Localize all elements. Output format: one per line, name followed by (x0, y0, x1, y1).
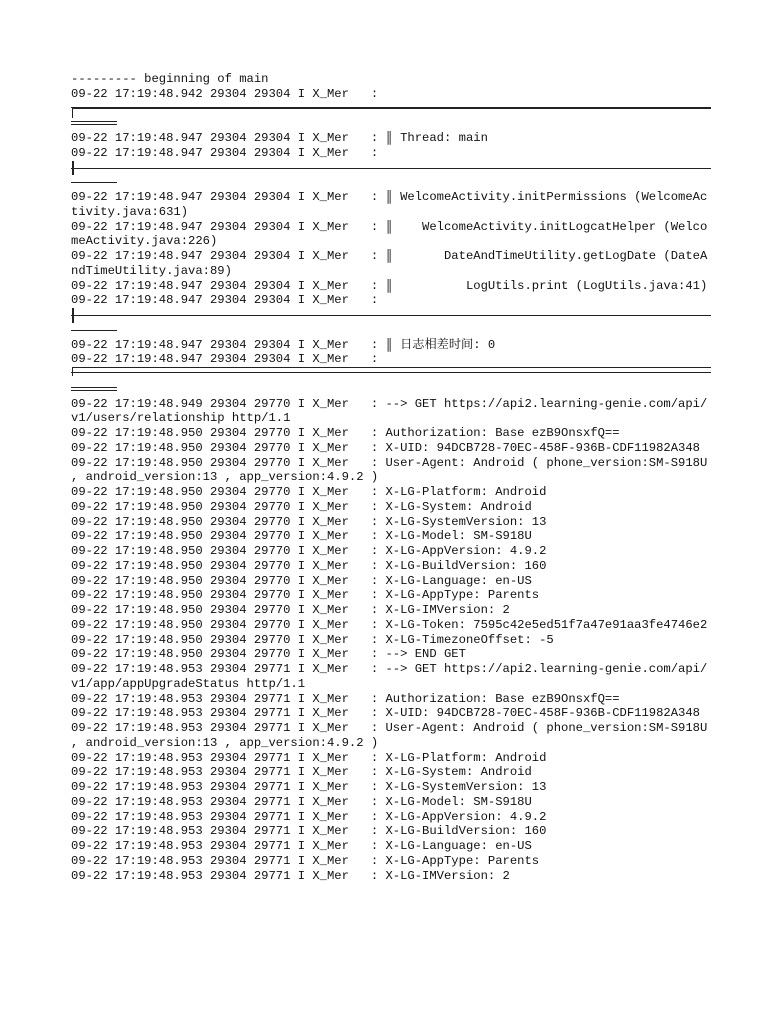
log-line: 09-22 17:19:48.950 29304 29770 I X_Mer : --> END GET (71, 647, 466, 662)
log-line: 09-22 17:19:48.950 29304 29770 I X_Mer : X-LG-SystemVersion: 13 (71, 514, 547, 529)
log-line: 09-22 17:19:48.953 29304 29771 I X_Mer : Authorization: Base ezB9OnsxfQ== (71, 691, 620, 706)
log-line: 09-22 17:19:48.950 29304 29770 I X_Mer : X-LG-Token: 7595c42e5ed51f7a47e91aa3fe4746e2 (71, 617, 708, 632)
log-line: 09-22 17:19:48.953 29304 29771 I X_Mer : X-LG-IMVersion: 2 (71, 868, 510, 883)
log-line: 09-22 17:19:48.947 29304 29304 I X_Mer : ║ 日志相差时间: 0 (71, 337, 496, 352)
log-line: --------- beginning of main (71, 72, 269, 86)
single-rule-divider (71, 175, 117, 190)
log-line: 09-22 17:19:48.947 29304 29304 I X_Mer : ║ Thread: main (71, 131, 488, 145)
log-line: 09-22 17:19:48.950 29304 29770 I X_Mer : Authorization: Base ezB9OnsxfQ== (71, 426, 620, 440)
log-line: 09-22 17:19:48.947 29304 29304 I X_Mer : ║ DateAndTimeUtility.getLogDate (DateAndTimeUtility.java:89) (71, 249, 708, 278)
log-line: 09-22 17:19:48.947 29304 29304 I X_Mer : (71, 145, 379, 160)
log-output (71, 72, 715, 883)
log-line: 09-22 17:19:48.953 29304 29771 I X_Mer : X-UID: 94DCB728-70EC-458F-936B-CDF11982A348 (71, 706, 700, 721)
log-line: 09-22 17:19:48.953 29304 29771 I X_Mer : X-LG-System: Android (71, 765, 532, 780)
single-rule-divider (71, 323, 117, 338)
log-line: 09-22 17:19:48.950 29304 29770 I X_Mer : X-LG-AppVersion: 4.9.2 (71, 544, 547, 558)
log-line: 09-22 17:19:48.947 29304 29304 I X_Mer : ║ LogUtils.print (LogUtils.java:41) (71, 278, 708, 293)
double-rule-divider (71, 116, 117, 131)
log-line: 09-22 17:19:48.953 29304 29771 I X_Mer : X-LG-Language: en-US (71, 839, 532, 853)
log-line: 09-22 17:19:48.950 29304 29770 I X_Mer : X-LG-BuildVersion: 160 (71, 558, 547, 573)
log-line: 09-22 17:19:48.950 29304 29770 I X_Mer : X-UID: 94DCB728-70EC-458F-936B-CDF11982A348 (71, 440, 700, 455)
log-line: 09-22 17:19:48.953 29304 29771 I X_Mer : --> GET https://api2.learning-genie.com/api/v1/app/appUpgradeStatus http/1.1 (71, 662, 708, 691)
log-line: 09-22 17:19:48.950 29304 29770 I X_Mer : X-LG-System: Android (71, 499, 532, 514)
log-line: 09-22 17:19:48.950 29304 29770 I X_Mer : X-LG-Platform: Android (71, 485, 547, 499)
log-line: 09-22 17:19:48.953 29304 29771 I X_Mer : X-LG-SystemVersion: 13 (71, 780, 547, 794)
log-line: 09-22 17:19:48.953 29304 29771 I X_Mer : User-Agent: Android ( phone_version:SM-S918U , android_version:13 , app_version:4.9.2 ) (71, 721, 715, 750)
single-rule-divider (71, 161, 711, 176)
log-line: 09-22 17:19:48.953 29304 29771 I X_Mer : X-LG-AppVersion: 4.9.2 (71, 809, 547, 824)
log-line: 09-22 17:19:48.947 29304 29304 I X_Mer : ║ WelcomeActivity.initPermissions (WelcomeActivity.java:631) (71, 190, 708, 219)
double-rule-divider (71, 382, 117, 397)
log-line: 09-22 17:19:48.947 29304 29304 I X_Mer : (71, 352, 379, 367)
log-line: 09-22 17:19:48.950 29304 29770 I X_Mer : X-LG-Language: en-US (71, 573, 532, 588)
single-rule-divider (71, 308, 711, 323)
double-rule-divider (71, 102, 711, 117)
log-line: 09-22 17:19:48.953 29304 29771 I X_Mer : X-LG-Platform: Android (71, 750, 547, 765)
log-line: 09-22 17:19:48.949 29304 29770 I X_Mer : --> GET https://api2.learning-genie.com/api/v1/users/relationship http/1.1 (71, 396, 708, 426)
log-line: 09-22 17:19:48.953 29304 29771 I X_Mer : X-LG-BuildVersion: 160 (71, 824, 547, 839)
double-rule-divider (71, 367, 711, 382)
log-line: 09-22 17:19:48.953 29304 29771 I X_Mer : X-LG-Model: SM-S918U (71, 794, 532, 809)
log-line: 09-22 17:19:48.950 29304 29770 I X_Mer : X-LG-Model: SM-S918U (71, 529, 532, 544)
log-line: 09-22 17:19:48.947 29304 29304 I X_Mer : (71, 293, 379, 308)
log-line: 09-22 17:19:48.947 29304 29304 I X_Mer : ║ WelcomeActivity.initLogcatHelper (WelcomeActivity.java:226) (71, 219, 708, 249)
log-line: 09-22 17:19:48.950 29304 29770 I X_Mer : X-LG-IMVersion: 2 (71, 603, 510, 617)
log-line: 09-22 17:19:48.953 29304 29771 I X_Mer : X-LG-AppType: Parents (71, 853, 540, 868)
log-line: 09-22 17:19:48.942 29304 29304 I X_Mer : (71, 86, 379, 101)
log-line: 09-22 17:19:48.950 29304 29770 I X_Mer : User-Agent: Android ( phone_version:SM-S918U , android_version:13 , app_version:4.9.2 ) (71, 455, 715, 485)
log-line: 09-22 17:19:48.950 29304 29770 I X_Mer : X-LG-AppType: Parents (71, 588, 540, 603)
log-line: 09-22 17:19:48.950 29304 29770 I X_Mer : X-LG-TimezoneOffset: -5 (71, 632, 554, 647)
